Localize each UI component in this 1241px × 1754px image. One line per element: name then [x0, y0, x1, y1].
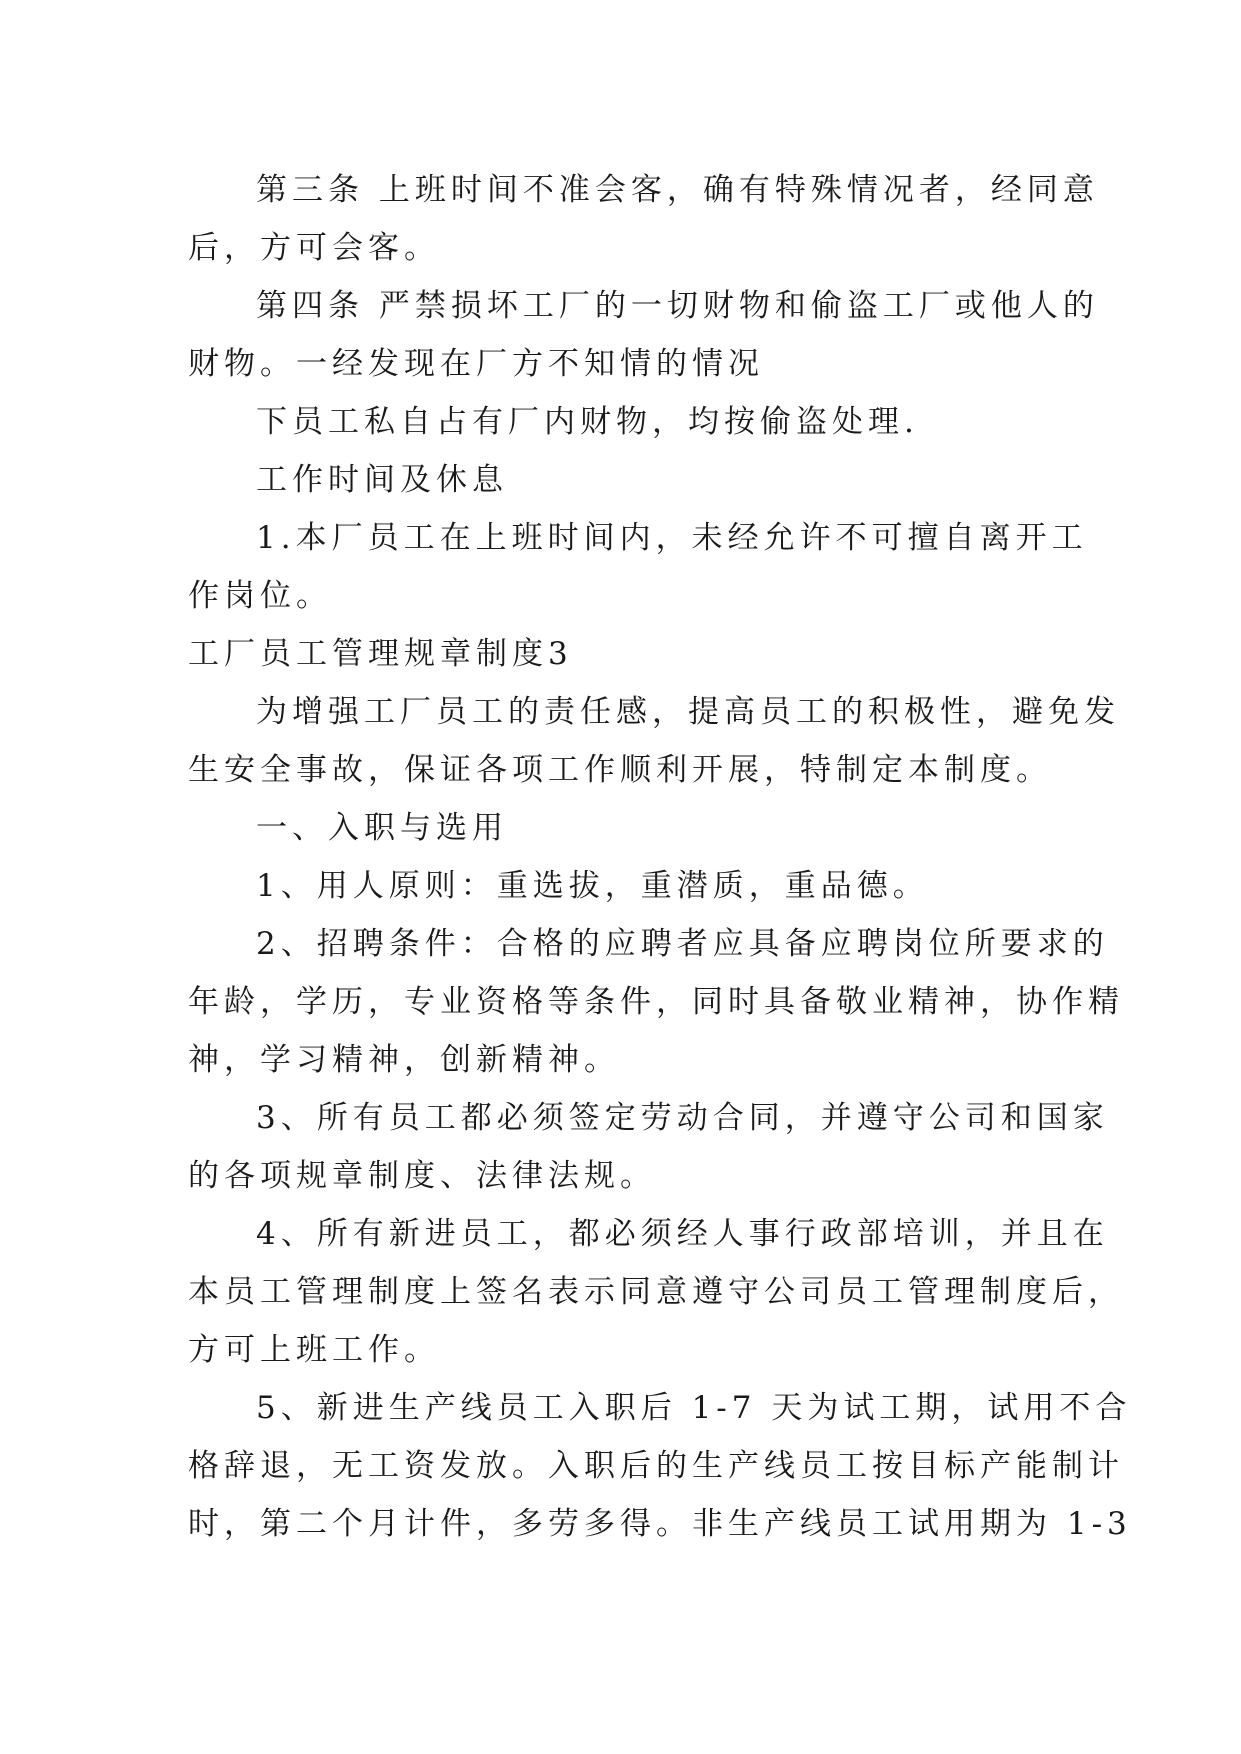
text-line: 3、所有员工都必须签定劳动合同，并遵守公司和国家: [256, 1100, 1109, 1136]
section-heading: 一、入职与选用: [256, 810, 508, 846]
text-line: 后，方可会客。: [188, 230, 440, 266]
section-heading: 工作时间及休息: [256, 462, 508, 498]
text-line: 4、所有新进员工，都必须经人事行政部培训，并且在: [256, 1216, 1109, 1252]
text-line: 生安全事故，保证各项工作顺利开展，特制定本制度。: [188, 752, 1052, 788]
text-line: 时，第二个月计件，多劳多得。非生产线员工试用期为 1-3: [188, 1506, 1132, 1542]
text-line: 5、新进生产线员工入职后 1-7 天为试工期，试用不合: [256, 1390, 1132, 1426]
text-line: 为增强工厂员工的责任感，提高员工的积极性，避免发: [256, 694, 1120, 730]
text-line: 年龄，学历，专业资格等条件，同时具备敬业精神，协作精: [188, 984, 1124, 1020]
text-line: 财物。一经发现在厂方不知情的情况: [188, 346, 764, 382]
text-line: 下员工私自占有厂内财物，均按偷盗处理.: [256, 404, 919, 440]
document-body: [188, 161, 1132, 1553]
text-line: 作岗位。: [188, 578, 332, 614]
text-line: 方可上班工作。: [188, 1332, 440, 1368]
text-line: 格辞退，无工资发放。入职后的生产线员工按目标产能制计: [188, 1448, 1124, 1484]
text-line: 2、招聘条件：合格的应聘者应具备应聘岗位所要求的: [256, 926, 1109, 962]
text-line: 1.本厂员工在上班时间内，未经允许不可擅自离开工: [256, 520, 1088, 556]
text-line: 的各项规章制度、法律法规。: [188, 1158, 656, 1194]
document-title: 工厂员工管理规章制度3: [188, 636, 573, 672]
text-line: 第三条 上班时间不准会客，确有特殊情况者，经同意: [256, 172, 1099, 208]
text-line: 第四条 严禁损坏工厂的一切财物和偷盗工厂或他人的: [256, 288, 1099, 324]
text-line: 神，学习精神，创新精神。: [188, 1042, 620, 1078]
text-line: 本员工管理制度上签名表示同意遵守公司员工管理制度后，: [188, 1274, 1124, 1310]
text-line: 1、用人原则：重选拔，重潜质，重品德。: [256, 868, 929, 904]
